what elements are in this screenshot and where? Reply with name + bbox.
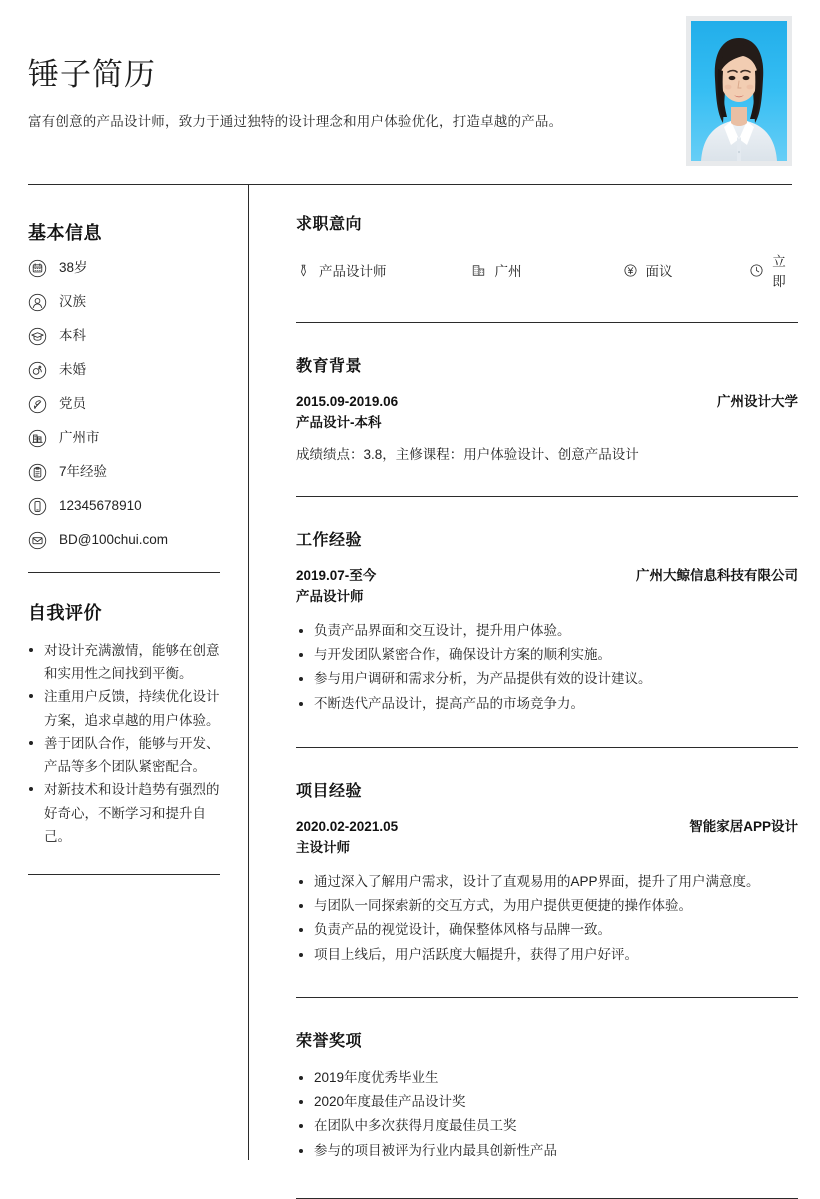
education-date: 2015.09-2019.06 [296,394,399,409]
list-item: 项目上线后，用户活跃度大幅提升，获得了用户好评。 [296,944,798,966]
header-text-group [28,56,608,132]
list-item-label: 7年经验 [59,464,108,480]
basic-info-list [28,259,220,550]
list-item [28,531,220,550]
work-entry-head [296,566,798,608]
education-entry-head [296,392,798,434]
intent-city [471,260,622,280]
project-experience-heading: 项目经验 [296,783,363,800]
list-item: 负责产品的视觉设计，确保整体风格与品牌一致。 [296,919,798,941]
intent-availability [749,250,798,290]
list-item [28,463,220,482]
resume-header [0,0,820,185]
list-item-label: 12345678910 [59,498,142,514]
list-item [28,395,220,414]
phone-icon [28,497,47,516]
clock-icon [749,263,764,278]
education-major: 产品设计-本科 [296,414,382,430]
project-name: 智能家居APP设计 [689,819,798,834]
self-evaluation-section [28,599,220,848]
person-icon [28,293,47,312]
list-item: 与团队一同探索新的交互方式，为用户提供更便捷的操作体验。 [296,895,798,917]
rings-icon [28,361,47,380]
intent-city-label: 广州 [494,264,522,279]
party-emblem-icon [28,395,47,414]
intent-salary [623,260,750,280]
yen-icon [623,263,638,278]
project-entry-head [296,817,798,859]
header-subtitle: 富有创意的产品设计师，致力于通过独特的设计理念和用户体验优化，打造卓越的产品。 [28,113,563,129]
list-item: 善于团队合作，能够与开发、产品等多个团队紧密配合。 [28,732,220,778]
clipboard-icon [28,463,47,482]
work-date: 2019.07-至今 [296,568,377,584]
list-item: 参与的项目被评为行业内最具创新性产品 [296,1140,798,1162]
list-item: 负责产品界面和交互设计，提升用户体验。 [296,620,798,642]
list-item [28,259,220,278]
education-section [296,323,798,465]
sidebar-divider-bottom [28,874,220,875]
job-intention-heading: 求职意向 [296,216,363,233]
education-entry-left [296,392,398,434]
list-item-label: 未婚 [59,362,86,378]
building-icon [28,429,47,448]
project-role: 主设计师 [296,839,350,855]
intent-position [296,260,471,280]
education-heading: 教育背景 [296,358,363,375]
list-item: 参与用户调研和需求分析，为产品提供有效的设计建议。 [296,668,798,690]
list-item [28,497,220,516]
list-item: 2020年度最佳产品设计奖 [296,1091,798,1113]
project-experience-section [296,748,798,966]
resume-body [0,185,820,1160]
list-item: 2019年度优秀毕业生 [296,1067,798,1089]
tie-icon [296,263,311,278]
project-bullets [296,871,798,966]
intent-availability-label: 立即 [772,254,786,289]
list-item-label: BD@100chui.com [59,532,169,548]
list-item: 与开发团队紧密合作，确保设计方案的顺利实施。 [296,644,798,666]
basic-info-section [28,219,220,550]
avatar [686,16,792,166]
list-item [28,293,220,312]
page-title: 锤子简历 [28,57,156,92]
project-entry-left [296,817,398,859]
work-experience-heading: 工作经验 [296,532,363,550]
list-item: 注重用户反馈，持续优化设计方案，追求卓越的用户体验。 [28,685,220,731]
work-experience-section [296,497,798,715]
list-item: 对设计充满激情，能够在创意和实用性之间找到平衡。 [28,639,220,685]
sidebar [0,185,248,1160]
list-item: 通过深入了解用户需求，设计了直观易用的APP界面，提升了用户满意度。 [296,871,798,893]
intent-position-label: 产品设计师 [319,264,387,279]
honors-bullets [296,1067,798,1162]
work-bullets [296,620,798,715]
list-item: 对新技术和设计趋势有强烈的好奇心，不断学习和提升自己。 [28,778,220,848]
education-school: 广州设计大学 [717,394,798,409]
job-intention-row [296,250,798,290]
list-item-label: 38岁 [59,260,88,276]
job-intention-section [296,185,798,290]
company-building-icon [471,263,486,278]
list-item-label: 广州市 [59,430,100,446]
envelope-icon [28,531,47,550]
list-item-label: 本科 [59,328,86,344]
calendar-icon [28,259,47,278]
work-role: 产品设计师 [296,589,364,605]
list-item [28,361,220,380]
intent-salary-label: 面议 [645,264,673,279]
education-note: 成绩绩点：3.8，主修课程：用户体验设计、创意产品设计 [296,446,639,462]
list-item-label: 汉族 [59,294,86,310]
self-evaluation-list [28,639,220,848]
work-company: 广州大鲸信息科技有限公司 [636,568,798,584]
graduation-cap-icon [28,327,47,346]
basic-info-heading: 基本信息 [28,223,102,243]
project-date: 2020.02-2021.05 [296,819,399,834]
list-item: 在团队中多次获得月度最佳员工奖 [296,1115,798,1137]
honors-heading: 荣誉奖项 [296,1032,363,1050]
sidebar-divider [28,572,220,573]
portrait-photo [691,21,787,161]
list-item-label: 党员 [59,396,86,412]
list-item [28,327,220,346]
work-entry-left [296,566,376,608]
honors-section [296,998,798,1162]
self-evaluation-heading: 自我评价 [28,603,102,623]
list-item: 不断迭代产品设计，提高产品的市场竞争力。 [296,693,798,715]
list-item [28,429,220,448]
main-content [248,185,820,1160]
